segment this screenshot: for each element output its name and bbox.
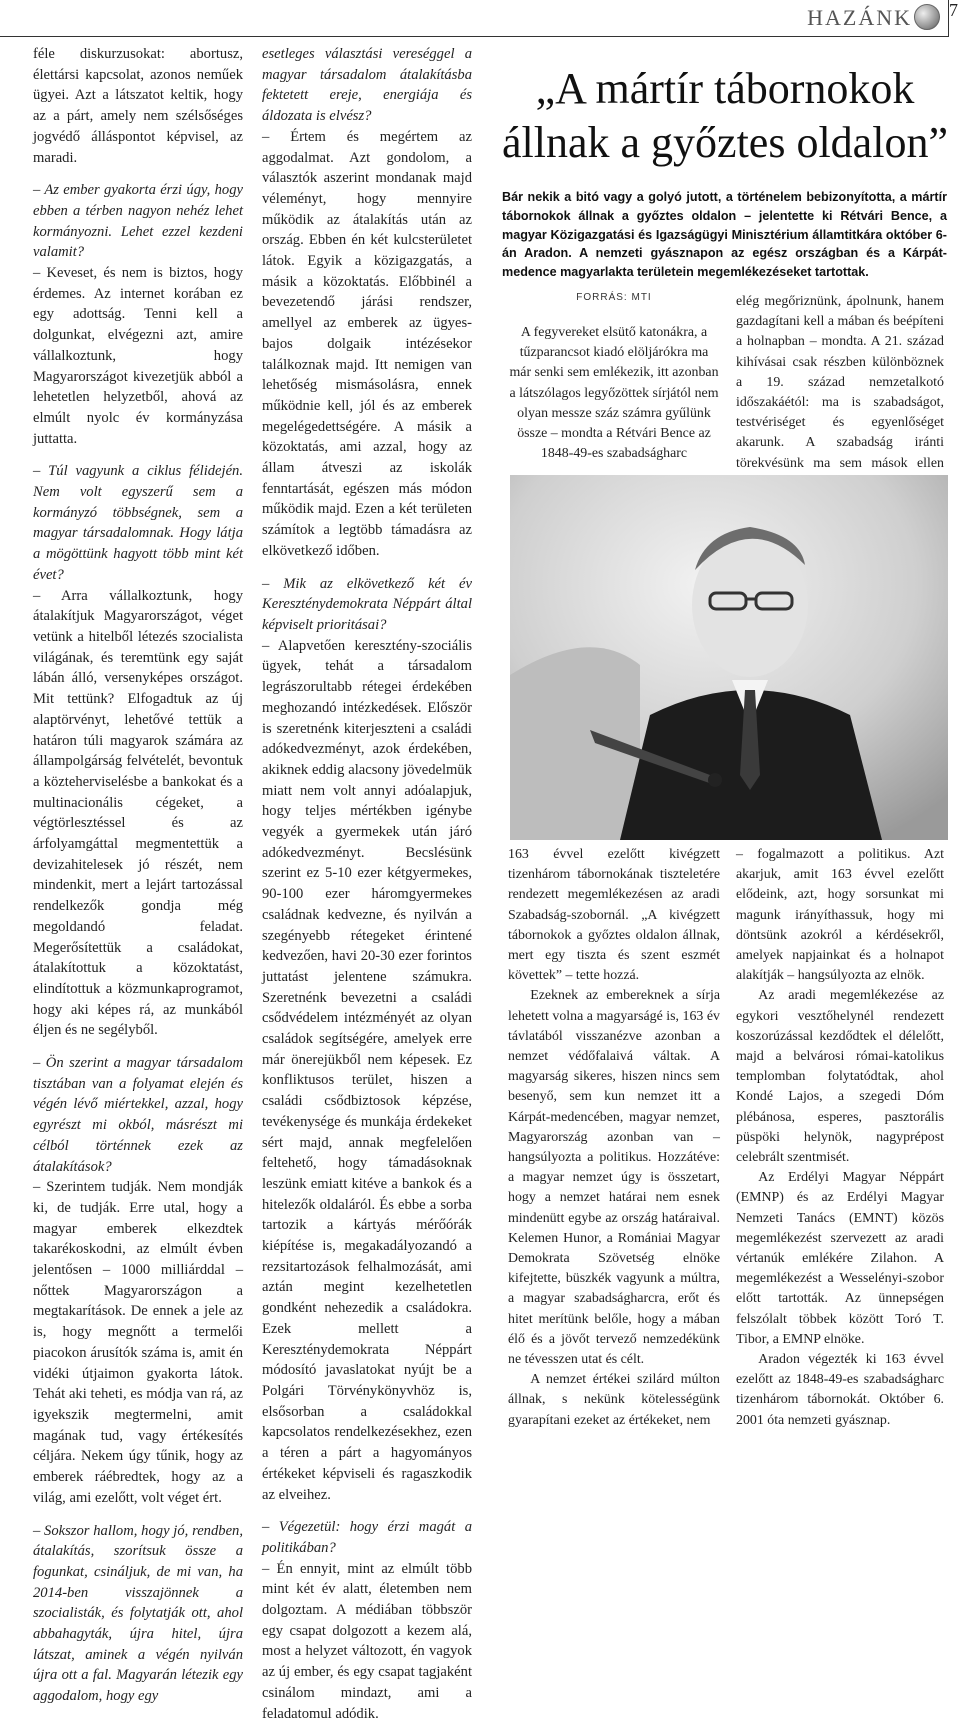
article-intro-right: elég megőriznünk, ápolnunk, hanem gazdagítani kell a mában és beépíteni a holnapban – mondta. A 21. század kihívásai csak részben különböznek a 19. század nemzetalkotó időszakáétól: ma is szabadságot, testvériséget és egyenlőséget akarunk. A szabadság iránti törekvésünk ma sem mások ellen (736, 294, 944, 471)
interview-answer: – Szerintem tudják. Nem mondják ki, de tudják. Erre utal, hogy a magyar emberek elkezdtek takarékoskodni, az elmúlt évben jelentősen – 1000 milliárddal – nőttek Magyarországon a megtakarítások. De ennek a jele az is, hogy megnőtt a termelői piacokon árusítók száma is, amit én vidéki útjaimon gyakorta látok. Tehát aki teheti, es módja van rá, az igyekszik megtermelni, amit magának tud, vagy értékesítés céljára. Nekem úgy tűnik, hogy az emberek ráébredtek, hogy az a világ, ami ezelőtt, volt véget ért. (33, 1179, 243, 1506)
interview-answer: – Alapvetően keresztény-szociális ügyek, tehát a társadalom legrászorultabb rétegei érdekében meghozandó intézkedések. Először is szeretnénk kiterjeszteni a családi adókedvezményt, azok érdekében, akiknek eddig alacsony jövedelmük miatt nem volt annyi adóalapjuk, hogy teljes mértékben igénybe vegyék a gyermekek után járó adókedvezményt. Becslésünk szerint ez 5-10 ezer kétgyermekes, 90-100 ezer háromgyermekes családnak kedvezne, és nyilván a szegényebb rétegeket érintené kedvezően, havi 20-30 ezer forintos juttatást jelentene számukra. Szeretnénk bevezetni a családi csődvédelem intézményét az olyan családok segítségére, amelyek erre már önerejükből nem képesek. Ez konfliktusos terület, hiszen a családi csődbiztosok képzése, tevékenysége és munkája érdekeket sért majd, annak megfelelően feltehető, hogy támadásoknak leszünk emiatt kitéve a bankok és a hitelezők oldaláról. És ebbe a sorba tartozik a kártyás mérőórák kiépítése is, megakadályozandó a rezsitartozások felhalmozását, ami aztán megint kezelhetetlen gondként nehezedik a családokra. Ezek mellett a Kereszténydemokrata Néppárt módosító javaslatokat nyújt be a Polgári Törvénykönyvhöz is, elsősorban a családokkal kapcsolatos rendelkezésekhez, ezen a téren a párt a hagyományos értékeket képviseli és ragaszkodik az elveihez. (262, 637, 472, 1503)
headline-line-2: állnak a győztes oldalon” (502, 118, 948, 167)
page-header (0, 0, 960, 40)
interview-question: – Végezetül: hogy érzi magát a politikában? (262, 1519, 472, 1556)
interview-answer: – Arra vállalkoztunk, hogy átalakítjuk Magyarországot, véget vetünk a hitelből létezés szocialista világának, és teremtünk egy saját lábán álló, versenyképes országot. Mit tettünk? Elfogadtuk az új alaptörvényt, lehetővé tettük a határon túli magyarok számára az állampolgárság felvételét, bevontuk a közteherviselésbe a bankokat és a multinacionális cégeket, a végtörlesztéssel és az árfolyamgáttal megmentettük a devizahitelesek jó részét, nem mindenkit, mert a lejárt tartozással rendelkezők gondja még megoldandó feladat. Megerősítettük a családokat, átalakítottuk a közoktatást, elindítottuk a közmunkaprogramot, hogy aki képes rá, az munkából éljen és ne segélyből. (33, 587, 243, 1039)
interview-answer: – Keveset, és nem is biztos, hogy érdemes. Az internet korában ez egy adottság. Tenni kell a dolgunkat, elvégezni azt, amire vállalkoztunk, hogy Magyarországot kivezetjük abból a lehetetlen helyzetből, ahová az elmúlt nyolc év kormányzása juttatta. (33, 265, 243, 447)
headline-line-1: „A mártír tábornokok (535, 64, 915, 113)
interview-answer: féle diskurzusokat: abortusz, élettársi kapcsolat, azonos neműek ügyei. Azt a látszatot keltik, hogy az a párt, amely nem szélsőséges jogvédő álláspontot képvisel, az maradi. (33, 46, 243, 166)
interview-question: – Ön szerint a magyar társadalom tisztában van a folyamat elején és végén lévő miértekkel, azzal, hogy egyrészt mi okból, másrészt mi célból történnek ezek az átalakítások? (33, 1055, 243, 1175)
page-number: 7 (949, 0, 958, 20)
top-rule (0, 36, 949, 37)
magazine-logo: HAZÁNK (807, 5, 912, 30)
interview-question: esetleges választási vereséggel a magyar társadalom átalakításba fektetett ereje, energiája és áldozata is elvész? (262, 46, 472, 125)
interview-question: – Mik az elkövetkező két év Kereszténydemokrata Néppárt által képviselt prioritásai? (262, 575, 472, 633)
globe-icon (914, 4, 940, 30)
article-intro-left: A fegyvereket elsütő katonákra, a tűzparancsot kiadó elöljárókra ma már senki sem emlékezik, itt azonban a látszólagos legyőzöttek sírjától nem olyan messze száz számra gyűlünk össze – mondta a Rétvári Bence az 1848-49-es szabadságharc (509, 325, 719, 462)
interview-answer: – Én ennyit, mint az elmúlt több mint két év alatt, életemben nem dolgoztam. A médiában többször egy csapat dolgozott a kezem alá, most a helyzet változott, én vagyok az új ember, és egy csapat tagjaként csinálom mindazt, ami a feladatomul adódik. (262, 1560, 472, 1722)
article-paragraph: Az Erdélyi Magyar Néppárt (EMNP) és az Erdélyi Magyar Nemzeti Tanács (EMNT) közös megemlékezést szervezett az aradi vértanúk emlékére Zilahon. A megemlékezést a Wesselényi-szobor előtt tartották. Az ünnepségen felszólalt többek között Toró T. Tibor, a EMNP elnöke. (736, 1170, 944, 1347)
article-column-3 (508, 845, 720, 1431)
article-paragraph: 163 évvel ezelőtt kivégzett tizenhárom tábornokának tiszteletére rendezett megemlékezésen az aradi Szabadság-szobornál. „A kivégzett tábornokok a győztes oldalon állnak, mert egy tiszta és szent eszmét követtek” – tette hozzá. (508, 847, 720, 984)
article-paragraph: Az aradi megemlékezése az egykori vesztőhelynél rendezett koszorúzással kezdődtek el délelőtt, majd a belvárosi római-katolikus templomban folytatódtak, ahol Kondé Lajos, a szegedi Dóm plébánosa, esperes, pasztorális püspöki helynök, nagyprépost celebrált szentmisét. (736, 988, 944, 1166)
article-paragraph: Aradon végezték ki 163 évvel ezelőtt az 1848-49-es szabadságharc tizenhárom tábornokát. Október 6. 2001 óta nemzeti gyásznap. (736, 1352, 944, 1428)
article-paragraph: A nemzet értékei szilárd múlton állnak, s nekünk kötelességünk gyarapítani ezeket az értékeket, nem (508, 1372, 720, 1428)
article-headline (500, 62, 950, 170)
interview-question: – Az ember gyakorta érzi úgy, hogy ebben a térben nagyon nehéz lehet kormányozni. Lehet ezzel kezdeni valamit? (33, 182, 243, 261)
article-lead: Bár nekik a bitó vagy a golyó jutott, a történelem bebizonyította, a mártír tábornokok állnak a győztes oldalon – jelentette ki Rétvári Bence, a magyar Közigazgatási és Igazságügyi Minisztérium államtitkára október 6-án Aradon. A nemzeti gyásznapon az egész országban és a Kárpát-medence magyarlakta területein megemlékezéseket tartottak. (502, 190, 947, 280)
interview-question: – Túl vagyunk a ciklus félidején. Nem volt egyszerű sem a kormányzó többségnek, sem a magyar társadalomnak. Hogy látja a mögöttünk hagyott több mint két évet? (33, 463, 243, 583)
article-paragraph: Ezeknek az embereknek a sírja lehetett volna a magyarságé is, 163 év távlatából visszanézve azonban a nemzet védőfalaivá váltak. A magyarság sikeres, hiszen nincs sem besenyő, sem kun nemzet itt a Kárpát-medencében, magyar nemzet, Magyarország azonban van – hangsúlyozta a politikus. Hozzátéve: a magyar nemzet úgy is összetart, hogy a nemzet határai nem esnek mindenütt egybe az ország határaival. Kelemen Hunor, a Romániai Magyar Demokrata Szövetség elnöke kifejtette, büszkék vagyunk a múltra, a magyar szabadságharcra, erőt és hitet merítünk belőle, hogy a mában élő és a jövőt tervező nemzedékünk ne tévesszen utat és célt. (508, 988, 720, 1368)
source-credit: FORRÁS: MTI (576, 292, 652, 303)
interview-column-1 (33, 44, 243, 1707)
interview-column-2 (262, 44, 472, 1724)
article-paragraph: – fogalmazott a politikus. Azt akarjuk, amit 163 évvel ezelőtt elődeink, azt, hogy sorsunkat mi magunk irányíthassuk, hogy mi döntsünk azokról a kérdésekről, amelyek napjainkat és a holnapot alakítják – hangsúlyozta az elnök. (736, 847, 944, 984)
speaker-photo (510, 475, 948, 840)
article-column-4 (736, 845, 944, 1431)
interview-question: – Sokszor hallom, hogy jó, rendben, átalakítás, szorítsuk össze a fogunkat, csináljuk, de mi van, ha 2014-ben visszajönnek a szocialisták, és folytatják ott, ahol abbahagyták, újra hitel, újra látszat, aminek a végén nyilván újra ott a fal. Magyarán létezik egy aggodalom, hogy egy (33, 1522, 243, 1705)
interview-answer: – Értem és megértem az aggodalmat. Azt gondolom, a választók aszerint mondanak majd véleményt, hogy mennyire működik az átalakítás után az ország. Ebben én két kulcsterületet látok. Egyik a közigazgatás, a másik a közoktatás. Előbbinél a bevezetendő járási rendszer, amellyel az emberek az ügyes-bajos dolgaik intézésekor találkoznak majd. Itt nemigen van lehetőség mismásolásra, ennek működnie kell, jól és az emberek megelégedettségére. A másik a közoktatás, ami azzal, hogy az állam átveszi az iskolák fenntartását, egészen más módon működik majd. Ezen a két területen számítok a legtöbb támadásra az elkövetkező időben. (262, 128, 472, 559)
